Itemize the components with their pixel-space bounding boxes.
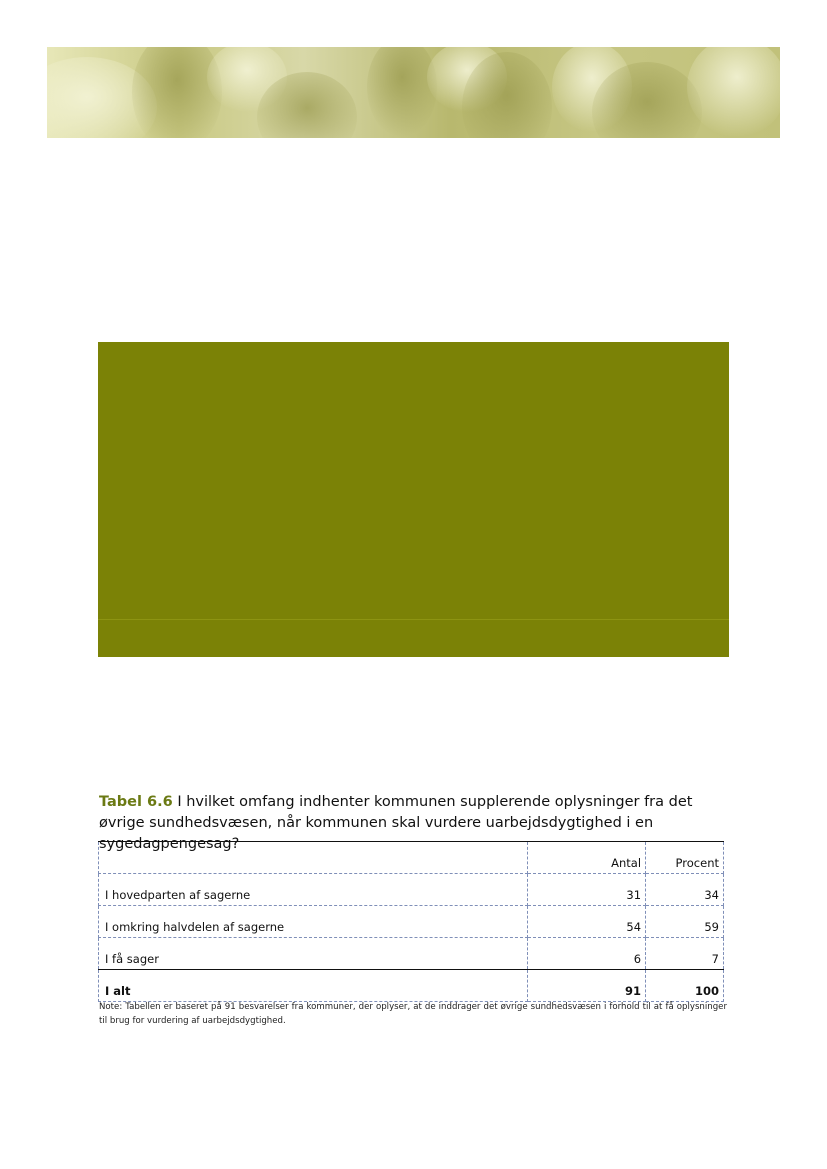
crowd-photo — [47, 47, 780, 138]
row-label: I hovedparten af sagerne — [99, 874, 528, 906]
row-antal: 54 — [528, 906, 646, 938]
row-label: I omkring halvdelen af sagerne — [99, 906, 528, 938]
row-antal: 6 — [528, 938, 646, 970]
header-banner-image — [47, 47, 780, 138]
table-header-row — [99, 842, 724, 874]
row-procent: 34 — [646, 874, 724, 906]
table-row — [99, 906, 724, 938]
data-table — [98, 841, 724, 1002]
olive-box-divider — [98, 619, 729, 620]
table-caption-text: I hvilket omfang indhenter kommunen supplerende oplysninger fra det øvrige sundhedsvæsen, når kommunen skal vurdere uarbejdsdygtighed i en sygedagpengesag? — [99, 794, 693, 852]
header-cell-procent: Procent — [646, 842, 724, 874]
table-row — [99, 938, 724, 970]
table-total-row — [99, 970, 724, 1002]
row-procent: 59 — [646, 906, 724, 938]
row-antal: 31 — [528, 874, 646, 906]
table-caption-label: Tabel 6.6 — [99, 794, 173, 810]
table-note: Note: Tabellen er baseret på 91 besvarelser fra kommuner, der oplyser, at de inddrager det øvrige sundhedsvæsen i forhold til at få oplysninger til brug for vurdering af uarbejdsdygtighed. — [99, 1002, 727, 1026]
row-procent: 7 — [646, 938, 724, 970]
total-label: I alt — [99, 970, 528, 1002]
table-row — [99, 874, 724, 906]
olive-text-box — [98, 342, 729, 657]
total-procent: 100 — [646, 970, 724, 1002]
header-cell-antal: Antal — [528, 842, 646, 874]
header-cell-label — [99, 842, 528, 874]
row-label: I få sager — [99, 938, 528, 970]
total-antal: 91 — [528, 970, 646, 1002]
